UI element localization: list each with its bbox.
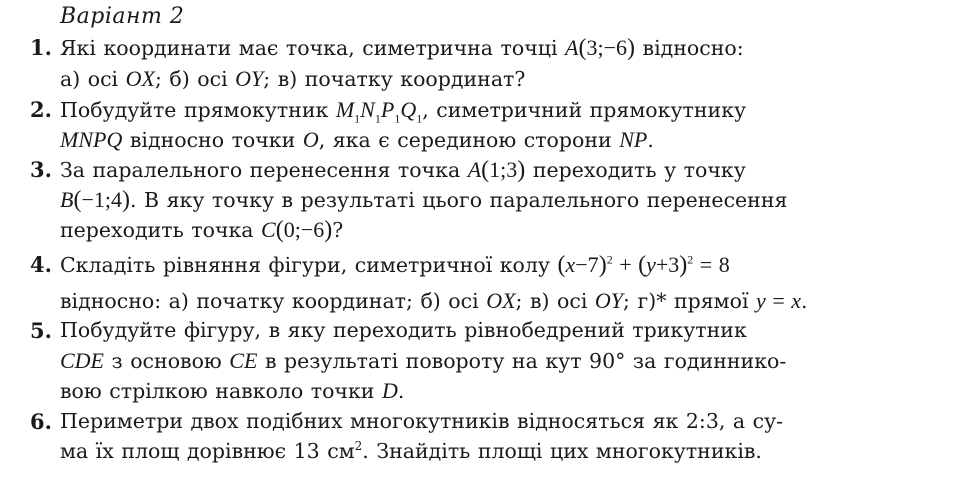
task-line: відносно: а) початку координат; б) осі OX; в) осі OY; г)* прямої y = x. — [60, 288, 808, 313]
task-line: вою стрілкою навколо точки D. — [60, 378, 405, 403]
task-number: 1. — [30, 35, 52, 60]
task-line: CDE з основою CE в результаті повороту на кут 90° за годиннико- — [60, 348, 787, 373]
task-line: переходить точка C(0;−6)? — [60, 217, 344, 243]
task-number: 5. — [30, 318, 52, 343]
task-line: а) осі OX; б) осі OY; в) початку координат? — [60, 66, 526, 91]
task-line: MNPQ відносно точки O, яка є серединою сторони NP. — [60, 127, 654, 152]
task-line: Складіть рівняння фігури, симетричної колу $(x-7)^2 + (y+3)^2 = 8$ — [60, 252, 730, 278]
variant-title: Варіант 2 — [60, 4, 185, 29]
task-number: 6. — [30, 409, 52, 434]
task-line: Периметри двох подібних многокутників відносяться як 2:3, а су- — [60, 409, 784, 433]
task-line: Побудуйте прямокутник $M_1N_1P_1Q_1$, симетричний прямокутнику — [60, 97, 747, 126]
task-number: 2. — [30, 97, 52, 122]
task-line: ма їх площ дорівнює 13 $см^2$. Знайдіть площі цих многокутників. — [60, 439, 762, 463]
task-line: Які координати має точка, симетрична точці A(3;−6) відносно: — [60, 35, 744, 61]
task-number: 4. — [30, 252, 52, 277]
task-number: 3. — [30, 157, 52, 182]
task-line: За паралельного перенесення точка A(1;3) переходить у точку — [60, 157, 746, 183]
task-line: B(−1;4). В яку точку в результаті цього паралельного перенесення — [60, 187, 788, 213]
task-line: Побудуйте фігуру, в яку переходить рівнобедрений трикутник — [60, 318, 747, 342]
